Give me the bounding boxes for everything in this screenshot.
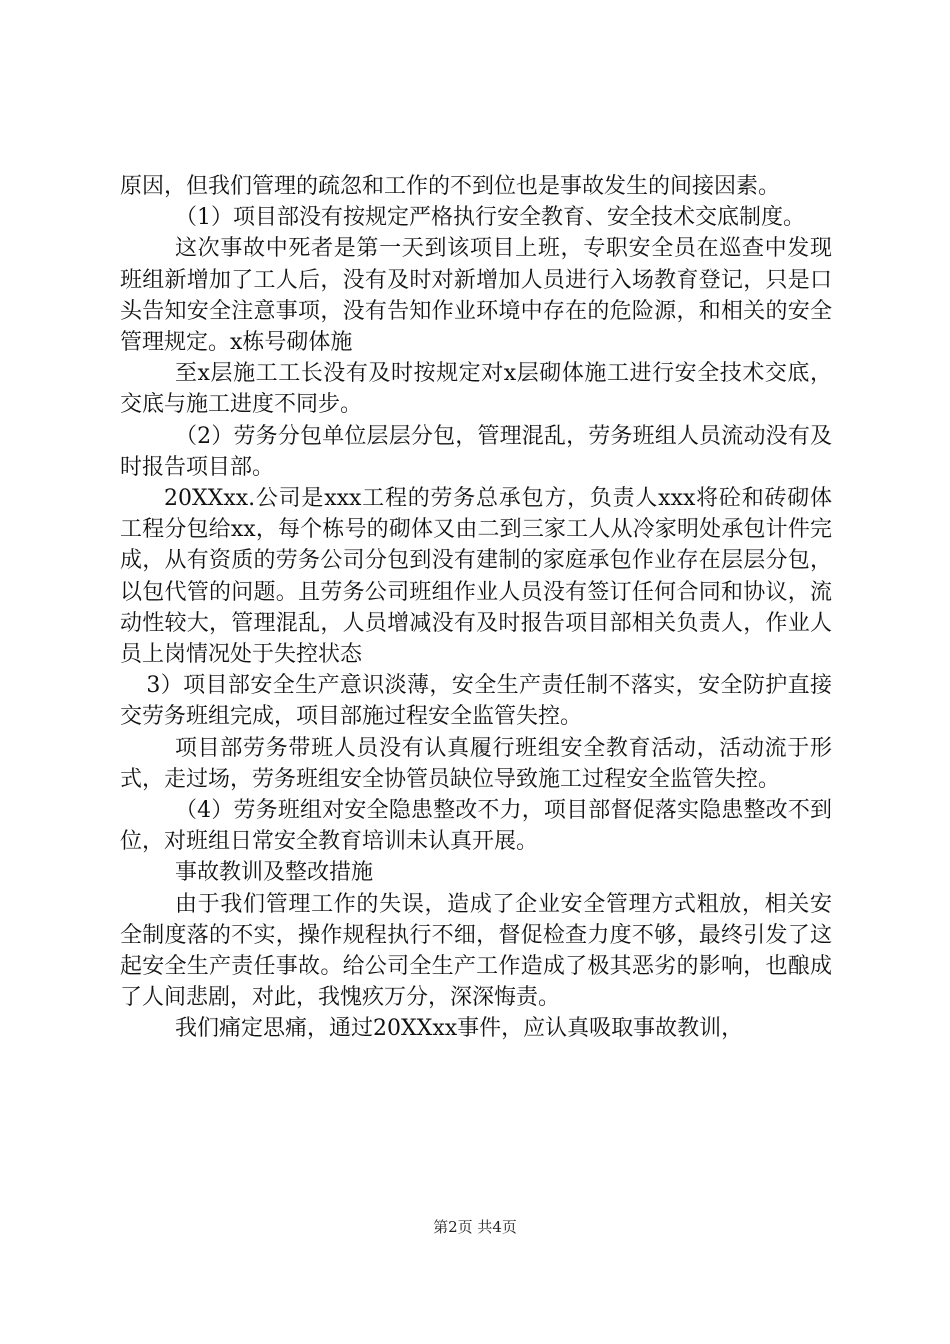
paragraph-item-3-body: 项目部劳务带班人员没有认真履行班组安全教育活动，活动流于形式，走过场，劳务班组安全协管员缺位导致施工过程安全监管失控。	[120, 735, 832, 792]
document-body	[120, 171, 832, 1045]
paragraph-item-2-heading: （2）劳务分包单位层层分包，管理混乱，劳务班组人员流动没有及时报告项目部。	[120, 423, 832, 480]
paragraph-item-1-heading: （1）项目部没有按规定严格执行安全教育、安全技术交底制度。	[175, 205, 805, 231]
paragraph-item-3-heading: 3）项目部安全生产意识淡薄，安全生产责任制不落实，安全防护直接交劳务班组完成，项目部施过程安全监管失控。	[120, 673, 832, 730]
paragraph-item-1-body: 这次事故中死者是第一天到该项目上班，专职安全员在巡查中发现班组新增加了工人后，没有及时对新增加人员进行入场教育登记，只是口头告知安全注意事项，没有告知作业环境中存在的危险源，和相关的安全管理规定。x栋号砌体施	[120, 236, 832, 356]
paragraph-closing: 我们痛定思痛，通过20XXxx事件，应认真吸取事故教训，	[175, 1016, 744, 1042]
paragraph-lessons-body: 由于我们管理工作的失误，造成了企业安全管理方式粗放，相关安全制度落的不实，操作规程执行不细，督促检查力度不够，最终引发了这起安全生产责任事故。给公司全生产工作造成了极其恶劣的影响，也酿成了人间悲剧，对此，我愧疚万分，深深悔责。	[120, 891, 832, 1011]
paragraph-intro: 原因，但我们管理的疏忽和工作的不到位也是事故发生的间接因素。	[120, 174, 781, 199]
paragraph-item-2-body: 20XXxx.公司是xxx工程的劳务总承包方，负责人xxx将砼和砖砌体工程分包给xx，每个栋号的砌体又由二到三家工人从冷家明处承包计件完成，从有资质的劳务公司分包到没有建制的家庭承包作业存在层层分包，以包代管的问题。且劳务公司班组作业人员没有签订任何合同和协议，流动性较大，管理混乱，人员增减没有及时报告项目部相关负责人，作业人员上岗情况处于失控状态	[120, 486, 832, 668]
section-heading-lessons: 事故教训及整改措施	[175, 860, 374, 886]
page-footer: 第2页 共4页	[433, 1218, 517, 1236]
paragraph-item-1-continuation: 至x层施工工长没有及时按规定对x层砌体施工进行安全技术交底，交底与施工进度不同步。	[120, 361, 832, 418]
paragraph-item-4-heading: （4）劳务班组对安全隐患整改不力，项目部督促落实隐患整改不到位，对班组日常安全教育培训未认真开展。	[120, 798, 832, 855]
